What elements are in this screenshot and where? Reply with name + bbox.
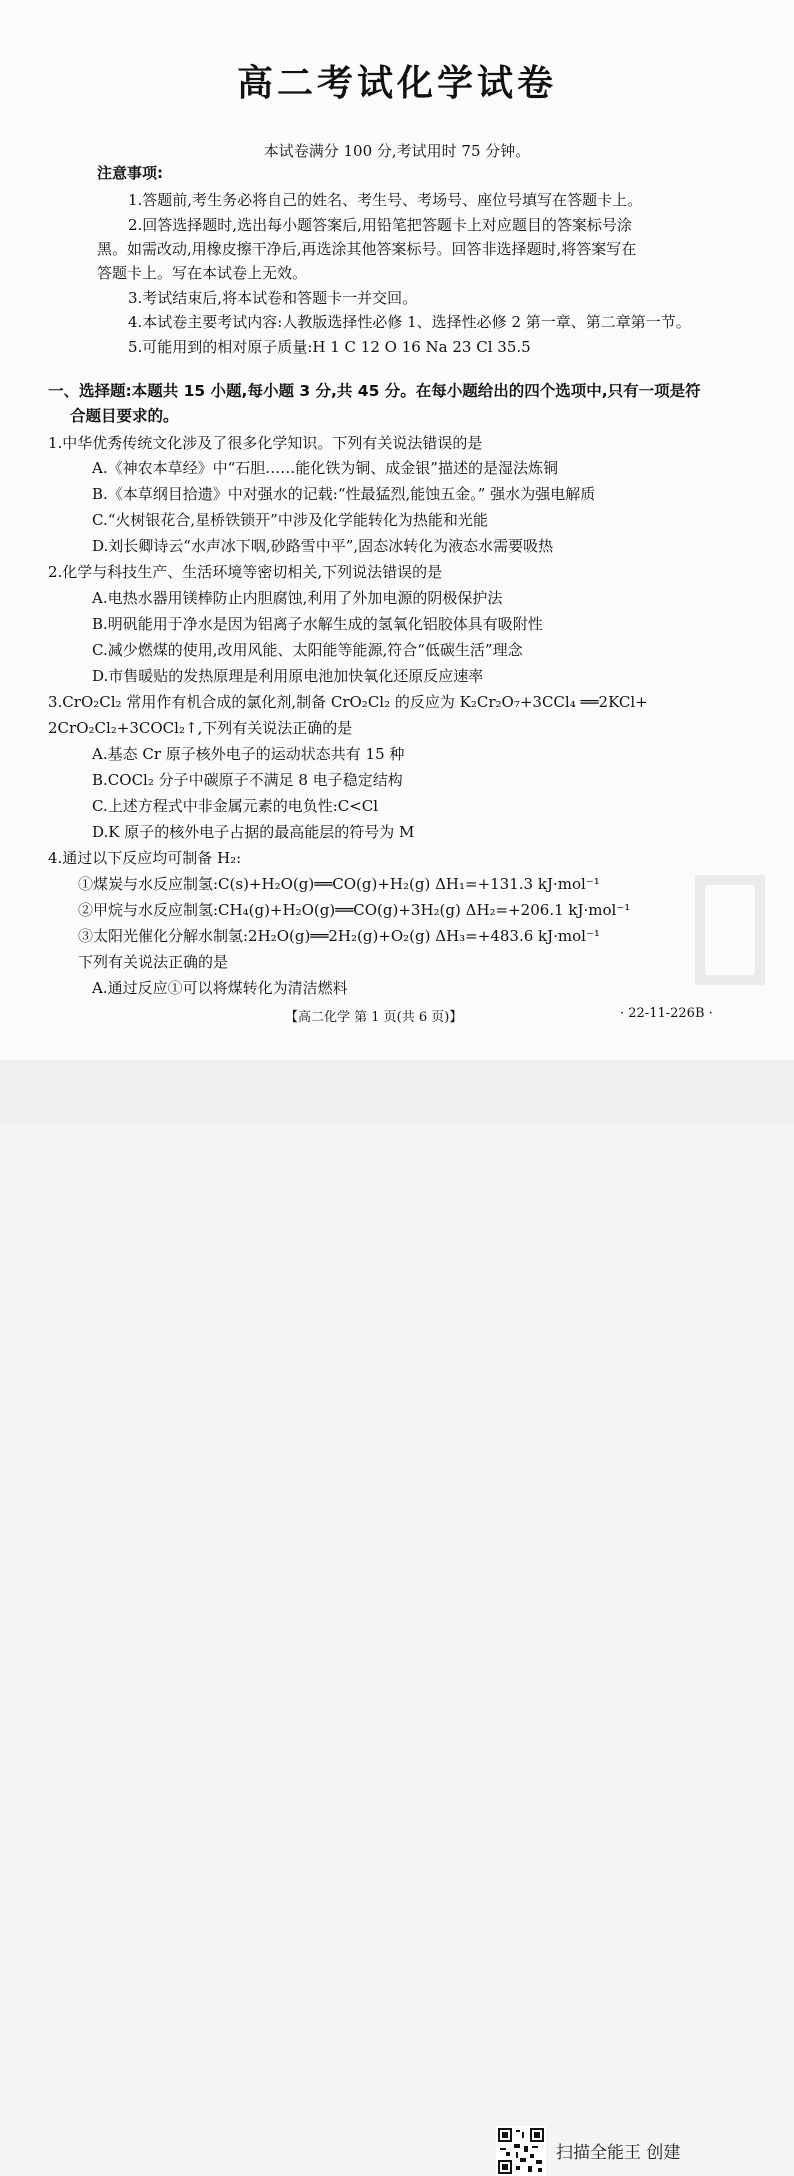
qr-code-icon [496,2126,546,2176]
q4-reaction-2: ②甲烷与水反应制氢:CH₄(g)+H₂O(g)══CO(g)+3H₂(g) ΔH₂=+206.1 kJ·mol⁻¹ [78,901,631,919]
exam-title: 高二考试化学试卷 [236,63,557,104]
q3-option-c: C.上述方程式中非金属元素的电负性:C<Cl [92,797,379,815]
footer-page-info: 【高二化学 第 1 页(共 6 页)】 [285,1010,463,1025]
notice-line-1: 1.答题前,考生务必将自己的姓名、考生号、考场号、座位号填写在答题卡上。 [128,191,643,209]
q3-stem-line-1: 3.CrO₂Cl₂ 常用作有机合成的氯化剂,制备 CrO₂Cl₂ 的反应为 K₂Cr₂O₇+3CCl₄ ══2KCl+ [48,693,648,711]
q2-option-c: C.减少燃煤的使用,改用风能、太阳能等能源,符合“低碳生活”理念 [92,641,523,659]
section-heading-line-2: 合题目要求的。 [70,407,179,425]
exam-subtitle: 本试卷满分 100 分,考试用时 75 分钟。 [263,142,531,160]
q2-option-a: A.电热水器用镁棒防止内胆腐蚀,利用了外加电源的阴极保护法 [92,589,503,607]
notice-line-7: 5.可能用到的相对原子质量:H 1 C 12 O 16 Na 23 Cl 35.5 [128,338,531,356]
q1-option-c: C.“火树银花合,星桥铁锁开”中涉及化学能转化为热能和光能 [92,511,488,529]
q3-option-d: D.K 原子的核外电子占据的最高能层的符号为 M [92,823,415,841]
q3-option-b: B.COCl₂ 分子中碳原子不满足 8 电子稳定结构 [92,771,403,789]
q4-reaction-3: ③太阳光催化分解水制氢:2H₂O(g)══2H₂(g)+O₂(g) ΔH₃=+483.6 kJ·mol⁻¹ [78,927,600,945]
q4-option-a: A.通过反应①可以将煤转化为清洁燃料 [92,979,348,997]
q1-option-a: A.《神农本草经》中“石胆……能化铁为铜、成金银”描述的是湿法炼铜 [92,459,558,477]
q1-stem: 1.中华优秀传统文化涉及了很多化学知识。下列有关说法错误的是 [48,434,483,452]
q3-option-a: A.基态 Cr 原子核外电子的运动状态共有 15 种 [92,745,405,763]
notice-line-5: 3.考试结束后,将本试卷和答题卡一并交回。 [128,289,418,307]
watermark-mark [690,870,770,990]
q2-option-b: B.明矾能用于净水是因为铝离子水解生成的氢氧化铝胶体具有吸附性 [92,615,543,633]
scanner-bar [0,1060,794,2163]
q4-reaction-1: ①煤炭与水反应制氢:C(s)+H₂O(g)══CO(g)+H₂(g) ΔH₁=+131.3 kJ·mol⁻¹ [78,875,600,893]
q2-stem: 2.化学与科技生产、生活环境等密切相关,下列说法错误的是 [48,563,443,581]
q3-stem-line-2: 2CrO₂Cl₂+3COCl₂↑,下列有关说法正确的是 [48,719,353,737]
notice-line-2: 2.回答选择题时,选出每小题答案后,用铅笔把答题卡上对应题目的答案标号涂 [128,216,632,234]
scanner-credit: 扫描全能王 创建 [556,2143,681,2163]
notice-heading: 注意事项: [97,164,163,182]
notice-line-4: 答题卡上。写在本试卷上无效。 [97,264,308,282]
q1-option-b: B.《本草纲目拾遗》中对强水的记载:“性最猛烈,能蚀五金。” 强水为强电解质 [92,485,596,503]
notice-line-3: 黑。如需改动,用橡皮擦干净后,再选涂其他答案标号。回答非选择题时,将答案写在 [97,240,637,258]
q2-option-d: D.市售暖贴的发热原理是利用原电池加快氧化还原反应速率 [92,667,484,685]
q4-stem-2: 下列有关说法正确的是 [78,953,229,971]
q1-option-d: D.刘长卿诗云“水声冰下咽,砂路雪中平”,固态冰转化为液态水需要吸热 [92,537,554,555]
notice-line-6: 4.本试卷主要考试内容:人教版选择性必修 1、选择性必修 2 第一章、第二章第一节。 [128,313,691,331]
section-heading-line-1: 一、选择题:本题共 15 小题,每小题 3 分,共 45 分。在每小题给出的四个选项中,只有一项是符 [48,382,701,400]
footer-code: · 22-11-226B · [620,1006,713,1021]
q4-stem: 4.通过以下反应均可制备 H₂: [48,849,242,867]
exam-page [0,0,794,1060]
